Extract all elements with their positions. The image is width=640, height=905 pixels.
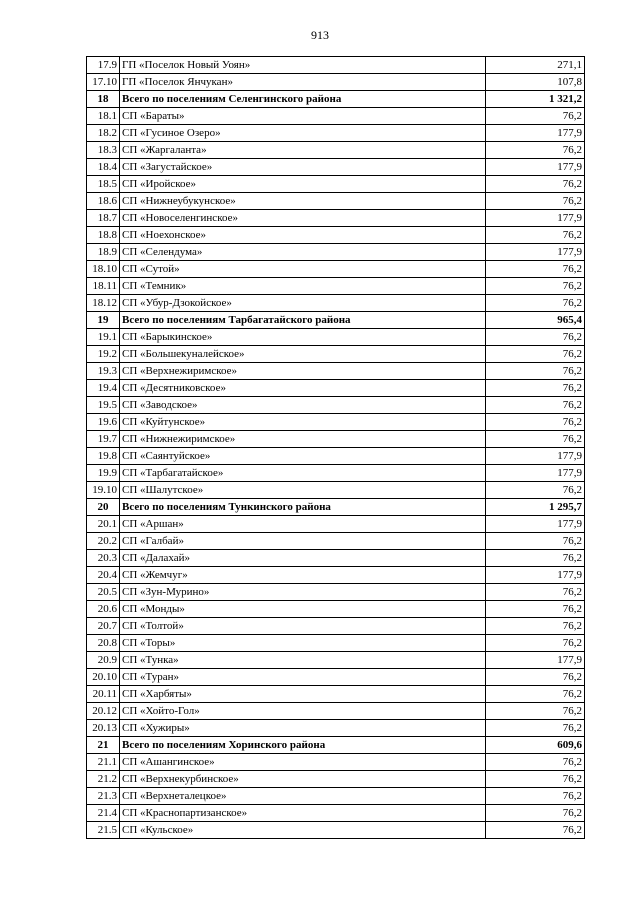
settlement-name-cell: СП «Тарбагатайское»	[120, 465, 486, 482]
settlement-name-cell: СП «Аршан»	[120, 516, 486, 533]
amount-cell: 76,2	[486, 533, 585, 550]
settlement-name-cell: Всего по поселениям Тарбагатайского района	[120, 312, 486, 329]
table-row	[87, 108, 585, 125]
table-row	[87, 278, 585, 295]
amount-cell: 76,2	[486, 669, 585, 686]
settlement-name-cell: СП «Монды»	[120, 601, 486, 618]
table-row	[87, 703, 585, 720]
settlement-name-cell: СП «Шалутское»	[120, 482, 486, 499]
table-row	[87, 720, 585, 737]
row-number-cell: 18.9	[87, 244, 120, 261]
row-number-cell: 18.12	[87, 295, 120, 312]
settlement-name-cell: СП «Зун-Мурино»	[120, 584, 486, 601]
row-number-cell: 18.5	[87, 176, 120, 193]
table-row	[87, 465, 585, 482]
table-row	[87, 210, 585, 227]
row-number-cell: 20.9	[87, 652, 120, 669]
row-number-cell: 19.2	[87, 346, 120, 363]
row-number-cell: 19.1	[87, 329, 120, 346]
row-number-cell: 19.6	[87, 414, 120, 431]
row-number-cell: 20.8	[87, 635, 120, 652]
table-row	[87, 482, 585, 499]
amount-cell: 76,2	[486, 363, 585, 380]
amount-cell: 76,2	[486, 397, 585, 414]
table-row	[87, 176, 585, 193]
amount-cell: 76,2	[486, 431, 585, 448]
row-number-cell: 18.4	[87, 159, 120, 176]
table-row	[87, 567, 585, 584]
table-row	[87, 295, 585, 312]
settlement-name-cell: СП «Бараты»	[120, 108, 486, 125]
amount-cell: 177,9	[486, 244, 585, 261]
table-row	[87, 125, 585, 142]
settlement-allocation-table	[86, 56, 585, 839]
settlement-name-cell: СП «Толтой»	[120, 618, 486, 635]
amount-cell: 1 295,7	[486, 499, 585, 516]
table-row	[87, 788, 585, 805]
settlement-name-cell: ГП «Поселок Новый Уоян»	[120, 57, 486, 74]
settlement-name-cell: СП «Новоселенгинское»	[120, 210, 486, 227]
row-number-cell: 20.1	[87, 516, 120, 533]
row-number-cell: 18.7	[87, 210, 120, 227]
row-number-cell: 20.7	[87, 618, 120, 635]
settlement-name-cell: СП «Тунка»	[120, 652, 486, 669]
table-row	[87, 193, 585, 210]
row-number-cell: 19.5	[87, 397, 120, 414]
settlement-name-cell: СП «Харбяты»	[120, 686, 486, 703]
amount-cell: 177,9	[486, 210, 585, 227]
row-number-cell: 21.1	[87, 754, 120, 771]
row-number-cell: 18.8	[87, 227, 120, 244]
table-row	[87, 822, 585, 839]
amount-cell: 76,2	[486, 261, 585, 278]
amount-cell: 177,9	[486, 159, 585, 176]
row-number-cell: 19.8	[87, 448, 120, 465]
row-number-cell: 17.9	[87, 57, 120, 74]
row-number-cell: 19	[87, 312, 120, 329]
table-row	[87, 516, 585, 533]
amount-cell: 177,9	[486, 516, 585, 533]
settlement-name-cell: СП «Верхнеталецкое»	[120, 788, 486, 805]
amount-cell: 76,2	[486, 805, 585, 822]
settlement-name-cell: Всего по поселениям Хоринского района	[120, 737, 486, 754]
amount-cell: 76,2	[486, 550, 585, 567]
row-number-cell: 20.2	[87, 533, 120, 550]
row-number-cell: 19.4	[87, 380, 120, 397]
amount-cell: 177,9	[486, 448, 585, 465]
amount-cell: 76,2	[486, 482, 585, 499]
settlement-name-cell: СП «Селендума»	[120, 244, 486, 261]
table-row	[87, 142, 585, 159]
row-number-cell: 19.10	[87, 482, 120, 499]
settlement-name-cell: ГП «Поселок Янчукан»	[120, 74, 486, 91]
table-row	[87, 652, 585, 669]
table-row	[87, 414, 585, 431]
amount-cell: 76,2	[486, 346, 585, 363]
row-number-cell: 17.10	[87, 74, 120, 91]
table-row	[87, 584, 585, 601]
settlement-name-cell: СП «Иройское»	[120, 176, 486, 193]
table-row	[87, 686, 585, 703]
amount-cell: 76,2	[486, 380, 585, 397]
settlement-name-cell: СП «Куйтунское»	[120, 414, 486, 431]
settlement-name-cell: СП «Темник»	[120, 278, 486, 295]
row-number-cell: 19.9	[87, 465, 120, 482]
page-number: 913	[311, 28, 329, 42]
table-row	[87, 380, 585, 397]
settlement-name-cell: СП «Хойто-Гол»	[120, 703, 486, 720]
amount-cell: 76,2	[486, 108, 585, 125]
table-row	[87, 635, 585, 652]
row-number-cell: 20.11	[87, 686, 120, 703]
table-body	[87, 57, 585, 839]
amount-cell: 76,2	[486, 686, 585, 703]
amount-cell: 177,9	[486, 567, 585, 584]
settlement-name-cell: СП «Убур-Дзокойское»	[120, 295, 486, 312]
row-number-cell: 21.3	[87, 788, 120, 805]
row-number-cell: 21.5	[87, 822, 120, 839]
amount-cell: 76,2	[486, 720, 585, 737]
table-row	[87, 363, 585, 380]
settlement-name-cell: СП «Далахай»	[120, 550, 486, 567]
table-row	[87, 261, 585, 278]
row-number-cell: 21.2	[87, 771, 120, 788]
table-row-total	[87, 91, 585, 108]
row-number-cell: 19.3	[87, 363, 120, 380]
amount-cell: 76,2	[486, 278, 585, 295]
settlement-name-cell: СП «Сутой»	[120, 261, 486, 278]
settlement-name-cell: СП «Галбай»	[120, 533, 486, 550]
settlement-name-cell: СП «Нижнеубукунское»	[120, 193, 486, 210]
row-number-cell: 18.3	[87, 142, 120, 159]
row-number-cell: 18.6	[87, 193, 120, 210]
settlement-name-cell: СП «Десятниковское»	[120, 380, 486, 397]
row-number-cell: 20.4	[87, 567, 120, 584]
row-number-cell: 20.3	[87, 550, 120, 567]
table-row-total	[87, 499, 585, 516]
amount-cell: 76,2	[486, 788, 585, 805]
settlement-name-cell: СП «Торы»	[120, 635, 486, 652]
table-row	[87, 159, 585, 176]
amount-cell: 76,2	[486, 771, 585, 788]
amount-cell: 271,1	[486, 57, 585, 74]
amount-cell: 609,6	[486, 737, 585, 754]
settlement-name-cell: СП «Нижнежиримское»	[120, 431, 486, 448]
amount-cell: 107,8	[486, 74, 585, 91]
amount-cell: 1 321,2	[486, 91, 585, 108]
settlement-name-cell: СП «Жемчуг»	[120, 567, 486, 584]
settlement-name-cell: Всего по поселениям Тункинского района	[120, 499, 486, 516]
settlement-name-cell: СП «Ноехонское»	[120, 227, 486, 244]
table-row	[87, 346, 585, 363]
row-number-cell: 18.11	[87, 278, 120, 295]
table-row	[87, 805, 585, 822]
table-row	[87, 74, 585, 91]
row-number-cell: 20.13	[87, 720, 120, 737]
amount-cell: 76,2	[486, 703, 585, 720]
settlement-name-cell: СП «Туран»	[120, 669, 486, 686]
row-number-cell: 19.7	[87, 431, 120, 448]
amount-cell: 177,9	[486, 125, 585, 142]
row-number-cell: 18.1	[87, 108, 120, 125]
amount-cell: 76,2	[486, 754, 585, 771]
settlement-name-cell: Всего по поселениям Селенгинского района	[120, 91, 486, 108]
table-row	[87, 57, 585, 74]
settlement-name-cell: СП «Саянтуйское»	[120, 448, 486, 465]
amount-cell: 76,2	[486, 193, 585, 210]
row-number-cell: 18	[87, 91, 120, 108]
row-number-cell: 20.12	[87, 703, 120, 720]
row-number-cell: 18.2	[87, 125, 120, 142]
settlement-name-cell: СП «Загустайское»	[120, 159, 486, 176]
settlement-name-cell: СП «Верхнекурбинское»	[120, 771, 486, 788]
settlement-name-cell: СП «Хужиры»	[120, 720, 486, 737]
row-number-cell: 18.10	[87, 261, 120, 278]
amount-cell: 76,2	[486, 142, 585, 159]
amount-cell: 76,2	[486, 601, 585, 618]
table-row-total	[87, 737, 585, 754]
amount-cell: 76,2	[486, 176, 585, 193]
amount-cell: 177,9	[486, 652, 585, 669]
settlement-name-cell: СП «Жаргаланта»	[120, 142, 486, 159]
table-row	[87, 550, 585, 567]
row-number-cell: 20.10	[87, 669, 120, 686]
table-row	[87, 533, 585, 550]
table-row	[87, 771, 585, 788]
table-row	[87, 448, 585, 465]
settlement-name-cell: СП «Верхнежиримское»	[120, 363, 486, 380]
settlement-name-cell: СП «Барыкинское»	[120, 329, 486, 346]
table-row	[87, 669, 585, 686]
amount-cell: 76,2	[486, 295, 585, 312]
table-row	[87, 329, 585, 346]
amount-cell: 177,9	[486, 465, 585, 482]
table-row	[87, 601, 585, 618]
amount-cell: 76,2	[486, 329, 585, 346]
row-number-cell: 21	[87, 737, 120, 754]
row-number-cell: 20	[87, 499, 120, 516]
row-number-cell: 20.6	[87, 601, 120, 618]
amount-cell: 76,2	[486, 227, 585, 244]
amount-cell: 76,2	[486, 635, 585, 652]
row-number-cell: 21.4	[87, 805, 120, 822]
amount-cell: 965,4	[486, 312, 585, 329]
settlement-name-cell: СП «Ашангинское»	[120, 754, 486, 771]
row-number-cell: 20.5	[87, 584, 120, 601]
settlement-name-cell: СП «Кульское»	[120, 822, 486, 839]
settlement-name-cell: СП «Гусиное Озеро»	[120, 125, 486, 142]
settlement-name-cell: СП «Краснопартизанское»	[120, 805, 486, 822]
table-row	[87, 227, 585, 244]
amount-cell: 76,2	[486, 584, 585, 601]
table-row	[87, 397, 585, 414]
table-row-total	[87, 312, 585, 329]
amount-cell: 76,2	[486, 822, 585, 839]
amount-cell: 76,2	[486, 618, 585, 635]
table-row	[87, 754, 585, 771]
table-row	[87, 431, 585, 448]
settlement-name-cell: СП «Большекуналейское»	[120, 346, 486, 363]
amount-cell: 76,2	[486, 414, 585, 431]
table-row	[87, 244, 585, 261]
settlement-name-cell: СП «Заводское»	[120, 397, 486, 414]
table-row	[87, 618, 585, 635]
